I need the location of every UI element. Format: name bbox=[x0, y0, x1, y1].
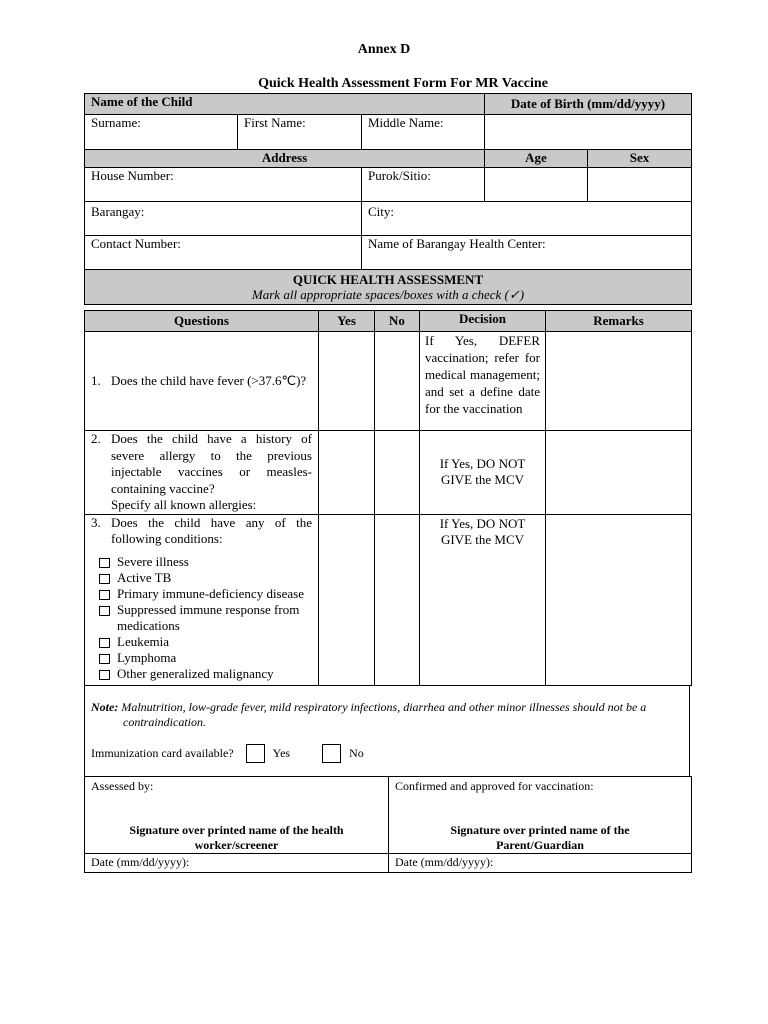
q2-text: Does the child have a history of severe allergy to the previous injectable vaccines or measles-containing vaccine? bbox=[111, 431, 312, 496]
q3-no-cell[interactable] bbox=[375, 514, 420, 685]
q2-yes-cell[interactable] bbox=[319, 431, 375, 515]
q3-decision: If Yes, DO NOT GIVE the MCV bbox=[420, 514, 546, 685]
decision-header: Decision bbox=[420, 311, 546, 332]
middle-name-field[interactable]: Middle Name: bbox=[362, 115, 485, 150]
confirmed-label: Confirmed and approved for vaccination: bbox=[395, 779, 594, 793]
condition-active-tb[interactable]: Active TB bbox=[95, 570, 312, 586]
purok-field[interactable]: Purok/Sitio: bbox=[362, 168, 485, 202]
question-row-3 bbox=[85, 514, 692, 685]
no-header: No bbox=[375, 311, 420, 332]
checkbox-icon[interactable] bbox=[99, 670, 110, 680]
q1-text: Does the child have fever (>37.6℃)? bbox=[111, 373, 307, 388]
checkbox-icon[interactable] bbox=[99, 606, 110, 616]
note-text-continued: contraindication. bbox=[123, 715, 206, 729]
checkbox-icon[interactable] bbox=[99, 558, 110, 568]
dob-header: Date of Birth (mm/dd/yyyy) bbox=[485, 94, 692, 115]
confirmed-by-cell[interactable] bbox=[389, 777, 692, 854]
age-header: Age bbox=[485, 150, 588, 168]
question-row-2 bbox=[85, 431, 692, 515]
q3-remarks-cell[interactable] bbox=[546, 514, 692, 685]
sex-field[interactable] bbox=[588, 168, 692, 202]
q1-remarks-cell[interactable] bbox=[546, 332, 692, 431]
note-box bbox=[84, 685, 690, 777]
immunization-card-row bbox=[91, 744, 364, 763]
note-label: Note: bbox=[91, 700, 119, 714]
parent-signature-label: Signature over printed name of the Parent/Guardian bbox=[450, 823, 630, 852]
checkbox-icon[interactable] bbox=[99, 574, 110, 584]
form-title: Quick Health Assessment Form For MR Vaccine bbox=[258, 76, 548, 91]
yes-header: Yes bbox=[319, 311, 375, 332]
dob-field[interactable] bbox=[485, 115, 692, 150]
checkbox-icon[interactable] bbox=[99, 654, 110, 664]
q3-text: Does the child have any of the following conditions: bbox=[111, 514, 312, 546]
assessment-instruction: Mark all appropriate spaces/boxes with a check (✓) bbox=[251, 287, 525, 302]
checkbox-icon[interactable] bbox=[99, 638, 110, 648]
assessed-by-cell[interactable] bbox=[85, 777, 389, 854]
q1-yes-cell[interactable] bbox=[319, 332, 375, 431]
immunization-label: Immunization card available? bbox=[91, 746, 234, 760]
immunization-yes-label: Yes bbox=[272, 746, 291, 760]
q1-decision: If Yes, DEFER vaccination; refer for medical management; and set a define date for the vaccination bbox=[420, 332, 546, 431]
first-name-field[interactable]: First Name: bbox=[238, 115, 362, 150]
q1-number: 1. bbox=[91, 373, 101, 388]
child-info-table bbox=[84, 93, 692, 305]
q2-number: 2. bbox=[91, 431, 101, 446]
questions-header: Questions bbox=[85, 311, 319, 332]
condition-other-malignancy[interactable]: Other generalized malignancy bbox=[95, 666, 312, 682]
q2-allergies-prompt: Specify all known allergies: bbox=[111, 497, 257, 512]
condition-leukemia[interactable]: Leukemia bbox=[95, 634, 312, 650]
age-field[interactable] bbox=[485, 168, 588, 202]
sex-header: Sex bbox=[588, 150, 692, 168]
date-right-field[interactable]: Date (mm/dd/yyyy): bbox=[389, 854, 692, 873]
surname-field[interactable]: Surname: bbox=[85, 115, 238, 150]
health-center-field[interactable]: Name of Barangay Health Center: bbox=[362, 236, 692, 270]
checkbox-icon[interactable] bbox=[99, 590, 110, 600]
date-left-field[interactable]: Date (mm/dd/yyyy): bbox=[85, 854, 389, 873]
q3-yes-cell[interactable] bbox=[319, 514, 375, 685]
assessed-by-label: Assessed by: bbox=[91, 779, 154, 793]
assessment-header bbox=[85, 270, 692, 305]
immunization-no-checkbox[interactable] bbox=[322, 744, 341, 763]
condition-severe-illness[interactable]: Severe illness bbox=[95, 554, 312, 570]
questions-table bbox=[84, 310, 692, 686]
q2-decision: If Yes, DO NOT GIVE the MCV bbox=[420, 431, 546, 515]
signatures-table bbox=[84, 776, 692, 873]
city-field[interactable]: City: bbox=[362, 202, 692, 236]
condition-suppressed-immune[interactable]: Suppressed immune response from medications bbox=[95, 602, 312, 634]
q2-remarks-cell[interactable] bbox=[546, 431, 692, 515]
address-header: Address bbox=[85, 150, 485, 168]
q3-number: 3. bbox=[91, 514, 101, 530]
q1-no-cell[interactable] bbox=[375, 332, 420, 431]
barangay-field[interactable]: Barangay: bbox=[85, 202, 362, 236]
remarks-header: Remarks bbox=[546, 311, 692, 332]
contact-number-field[interactable]: Contact Number: bbox=[85, 236, 362, 270]
health-worker-signature-label: Signature over printed name of the health worker/screener bbox=[129, 823, 344, 852]
q2-no-cell[interactable] bbox=[375, 431, 420, 515]
question-row-1 bbox=[85, 332, 692, 431]
note-text: Malnutrition, low-grade fever, mild respiratory infections, diarrhea and other minor illnesses should not be a bbox=[121, 700, 647, 714]
immunization-no-label: No bbox=[349, 746, 364, 760]
house-number-field[interactable]: House Number: bbox=[85, 168, 362, 202]
child-name-header: Name of the Child bbox=[85, 94, 485, 115]
condition-immune-deficiency[interactable]: Primary immune-deficiency disease bbox=[95, 586, 312, 602]
immunization-yes-checkbox[interactable] bbox=[246, 744, 265, 763]
assessment-title: QUICK HEALTH ASSESSMENT bbox=[292, 272, 484, 287]
condition-lymphoma[interactable]: Lymphoma bbox=[95, 650, 312, 666]
annex-label: Annex D bbox=[357, 42, 411, 57]
